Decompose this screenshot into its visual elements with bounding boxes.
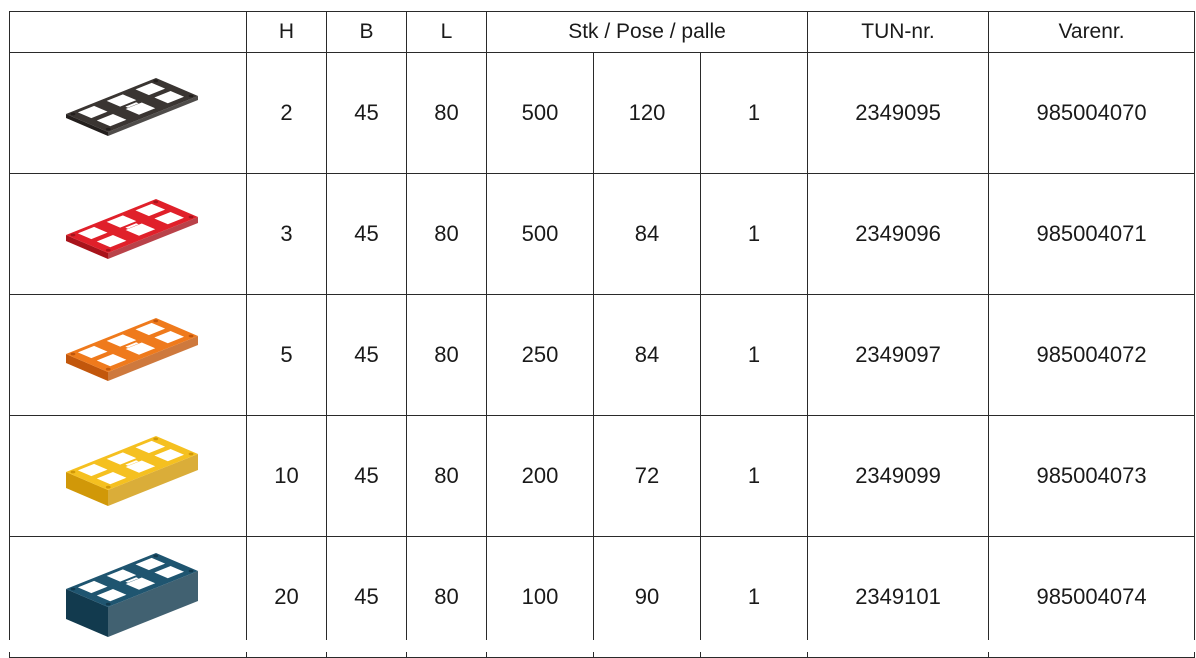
cell-h: 10 [247,416,327,537]
cell-pose: 72 [594,416,701,537]
plate-corner-pin [153,554,158,557]
cell-b: 45 [327,53,407,174]
table-row [10,53,1195,174]
cell-palle: 1 [701,537,808,658]
cell-h: 20 [247,537,327,658]
plate-corner-pin [71,113,76,116]
cell-stk: 500 [487,174,594,295]
cell-varenr: 985004070 [989,53,1195,174]
product-image-cell [10,416,247,537]
cell-l: 80 [407,416,487,537]
plate-corner-pin [106,249,111,252]
plate-corner-pin [71,352,76,355]
plate-corner-pin [106,128,111,131]
cell-pose: 84 [594,295,701,416]
product-plate-image [48,68,208,158]
cell-l: 80 [407,537,487,658]
plate-corner-pin [106,603,111,606]
cell-palle: 1 [701,174,808,295]
cell-tun-nr: 2349099 [808,416,989,537]
table-row [10,174,1195,295]
header-b: B [327,12,407,53]
plate-corner-pin [71,471,76,474]
cell-tun-nr: 2349101 [808,537,989,658]
plate-corner-pin [71,234,76,237]
cell-l: 80 [407,295,487,416]
plate-corner-pin [153,319,158,322]
product-plate-image [48,426,208,526]
header-h: H [247,12,327,53]
plate-corner-pin [153,437,158,440]
cell-stk: 250 [487,295,594,416]
cell-h: 3 [247,174,327,295]
product-plate-image [48,189,208,279]
cell-pose: 84 [594,174,701,295]
cell-h: 5 [247,295,327,416]
cell-varenr: 985004073 [989,416,1195,537]
cell-b: 45 [327,416,407,537]
plate-corner-pin [189,216,194,219]
plate-corner-pin [71,588,76,591]
cell-pose: 120 [594,53,701,174]
cell-stk: 200 [487,416,594,537]
plate-corner-pin [153,79,158,82]
plate-corner-pin [106,367,111,370]
cell-pose: 90 [594,537,701,658]
product-image-cell [10,53,247,174]
header-l: L [407,12,487,53]
cell-b: 45 [327,295,407,416]
plate-corner-pin [189,334,194,337]
cell-l: 80 [407,53,487,174]
plate-corner-pin [189,95,194,98]
cell-tun-nr: 2349097 [808,295,989,416]
table-header-row [10,12,1195,53]
table-row [10,295,1195,416]
header-image [10,12,247,53]
plate-corner-pin [189,570,194,573]
cell-varenr: 985004072 [989,295,1195,416]
cell-l: 80 [407,174,487,295]
product-spec-table [9,11,1195,658]
page-bottom-edge [0,640,1196,652]
product-plate-image [48,308,208,403]
cell-b: 45 [327,537,407,658]
header-stk-pose-palle: Stk / Pose / palle [487,12,808,53]
cell-tun-nr: 2349095 [808,53,989,174]
table-row [10,416,1195,537]
product-plate-image [48,543,208,651]
plate-corner-pin [189,453,194,456]
cell-palle: 1 [701,53,808,174]
cell-varenr: 985004071 [989,174,1195,295]
cell-palle: 1 [701,295,808,416]
cell-varenr: 985004074 [989,537,1195,658]
product-image-cell [10,295,247,416]
cell-b: 45 [327,174,407,295]
cell-stk: 500 [487,53,594,174]
header-tun-nr: TUN-nr. [808,12,989,53]
header-varenr: Varenr. [989,12,1195,53]
cell-palle: 1 [701,416,808,537]
product-image-cell [10,174,247,295]
cell-tun-nr: 2349096 [808,174,989,295]
plate-corner-pin [153,200,158,203]
cell-h: 2 [247,53,327,174]
plate-corner-pin [106,486,111,489]
cell-stk: 100 [487,537,594,658]
